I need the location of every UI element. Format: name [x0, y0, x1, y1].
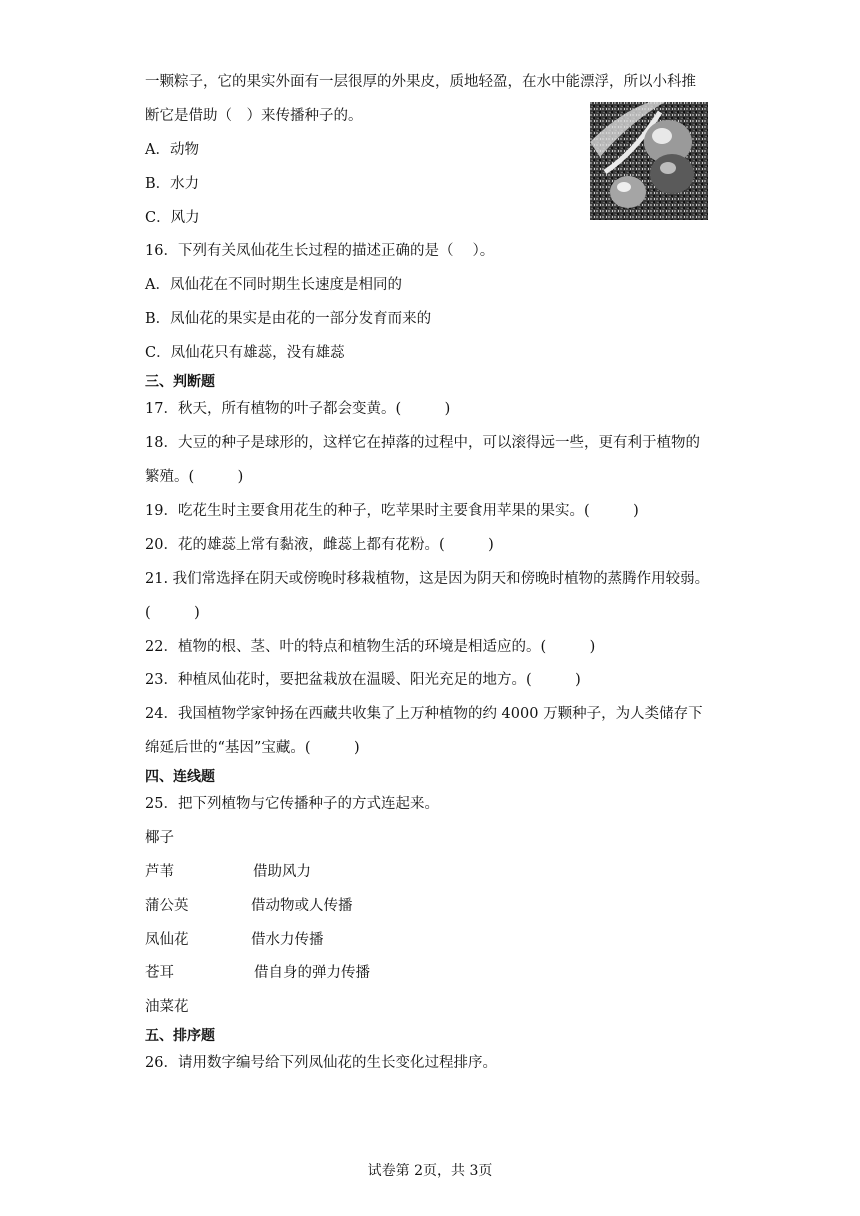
page-footer: 试卷第 2页，共 3页 — [367, 1163, 493, 1179]
plant-item: 椰子 — [145, 830, 174, 846]
q15-option-b: B．水力 — [145, 176, 200, 192]
q20-text: 20．花的雄蕊上常有黏液，雌蕊上都有花粉。( ) — [145, 537, 494, 553]
q15-option-a: A．动物 — [145, 142, 199, 158]
plant-item: 芦苇 — [145, 864, 174, 880]
q23-text: 23．种植凤仙花时，要把盆栽放在温暖、阳光充足的地方。( ) — [145, 672, 581, 688]
q18-text-line2: 繁殖。( ) — [145, 469, 244, 485]
q16-text: 16．下列有关凤仙花生长过程的描述正确的是（ ）。 — [145, 243, 495, 259]
q15-option-c: C．风力 — [145, 210, 200, 226]
section-title-ordering: 五、排序题 — [145, 1028, 215, 1044]
q17-text: 17．秋天，所有植物的叶子都会变黄。( ) — [145, 401, 451, 417]
plant-item: 油菜花 — [145, 999, 189, 1015]
q24-text-line2: 绵延后世的“基因”宝藏。( ) — [145, 740, 360, 756]
q19-text: 19．吃花生时主要食用花生的种子，吃苹果时主要食用苹果的果实。( ) — [145, 503, 639, 519]
q21-text-line1: 21. 我们常选择在阴天或傍晚时移栽植物，这是因为阴天和傍晚时植物的蒸腾作用较弱。 — [145, 571, 710, 587]
q26-text: 26．请用数字编号给下列凤仙花的生长变化过程排序。 — [145, 1055, 497, 1071]
q25-text: 25．把下列植物与它传播种子的方式连起来。 — [145, 796, 439, 812]
plant-item: 蒲公英 — [145, 898, 189, 914]
coconut-photo — [590, 102, 708, 220]
q16-option-a: A．凤仙花在不同时期生长速度是相同的 — [145, 277, 402, 293]
q16-option-c: C．凤仙花只有雄蕊，没有雄蕊 — [145, 345, 345, 361]
method-item: 借助风力 — [253, 864, 311, 880]
q16-option-b: B．凤仙花的果实是由花的一部分发育而来的 — [145, 311, 432, 327]
method-item: 借自身的弹力传播 — [254, 965, 370, 981]
q22-text: 22．植物的根、茎、叶的特点和植物生活的环境是相适应的。( ) — [145, 639, 596, 655]
q15-text-line2: 断它是借助（ ）来传播种子的。 — [145, 108, 363, 124]
section-title-matching: 四、连线题 — [145, 769, 215, 785]
q15-text-line1: 一颗粽子，它的果实外面有一层很厚的外果皮，质地轻盈，在水中能漂浮，所以小科推 — [145, 74, 696, 90]
section-title-judgement: 三、判断题 — [145, 374, 215, 390]
q24-text-line1: 24．我国植物学家钟扬在西藏共收集了上万种植物的约 4000 万颗种子，为人类储存下 — [145, 706, 703, 722]
method-item: 借水力传播 — [251, 932, 324, 948]
q18-text-line1: 18．大豆的种子是球形的，这样它在掉落的过程中，可以滚得远一些，更有利于植物的 — [145, 435, 700, 451]
plant-item: 苍耳 — [145, 965, 174, 981]
q21-text-line2: ( ) — [145, 605, 200, 621]
method-item: 借动物或人传播 — [251, 898, 353, 914]
plant-item: 凤仙花 — [145, 932, 189, 948]
